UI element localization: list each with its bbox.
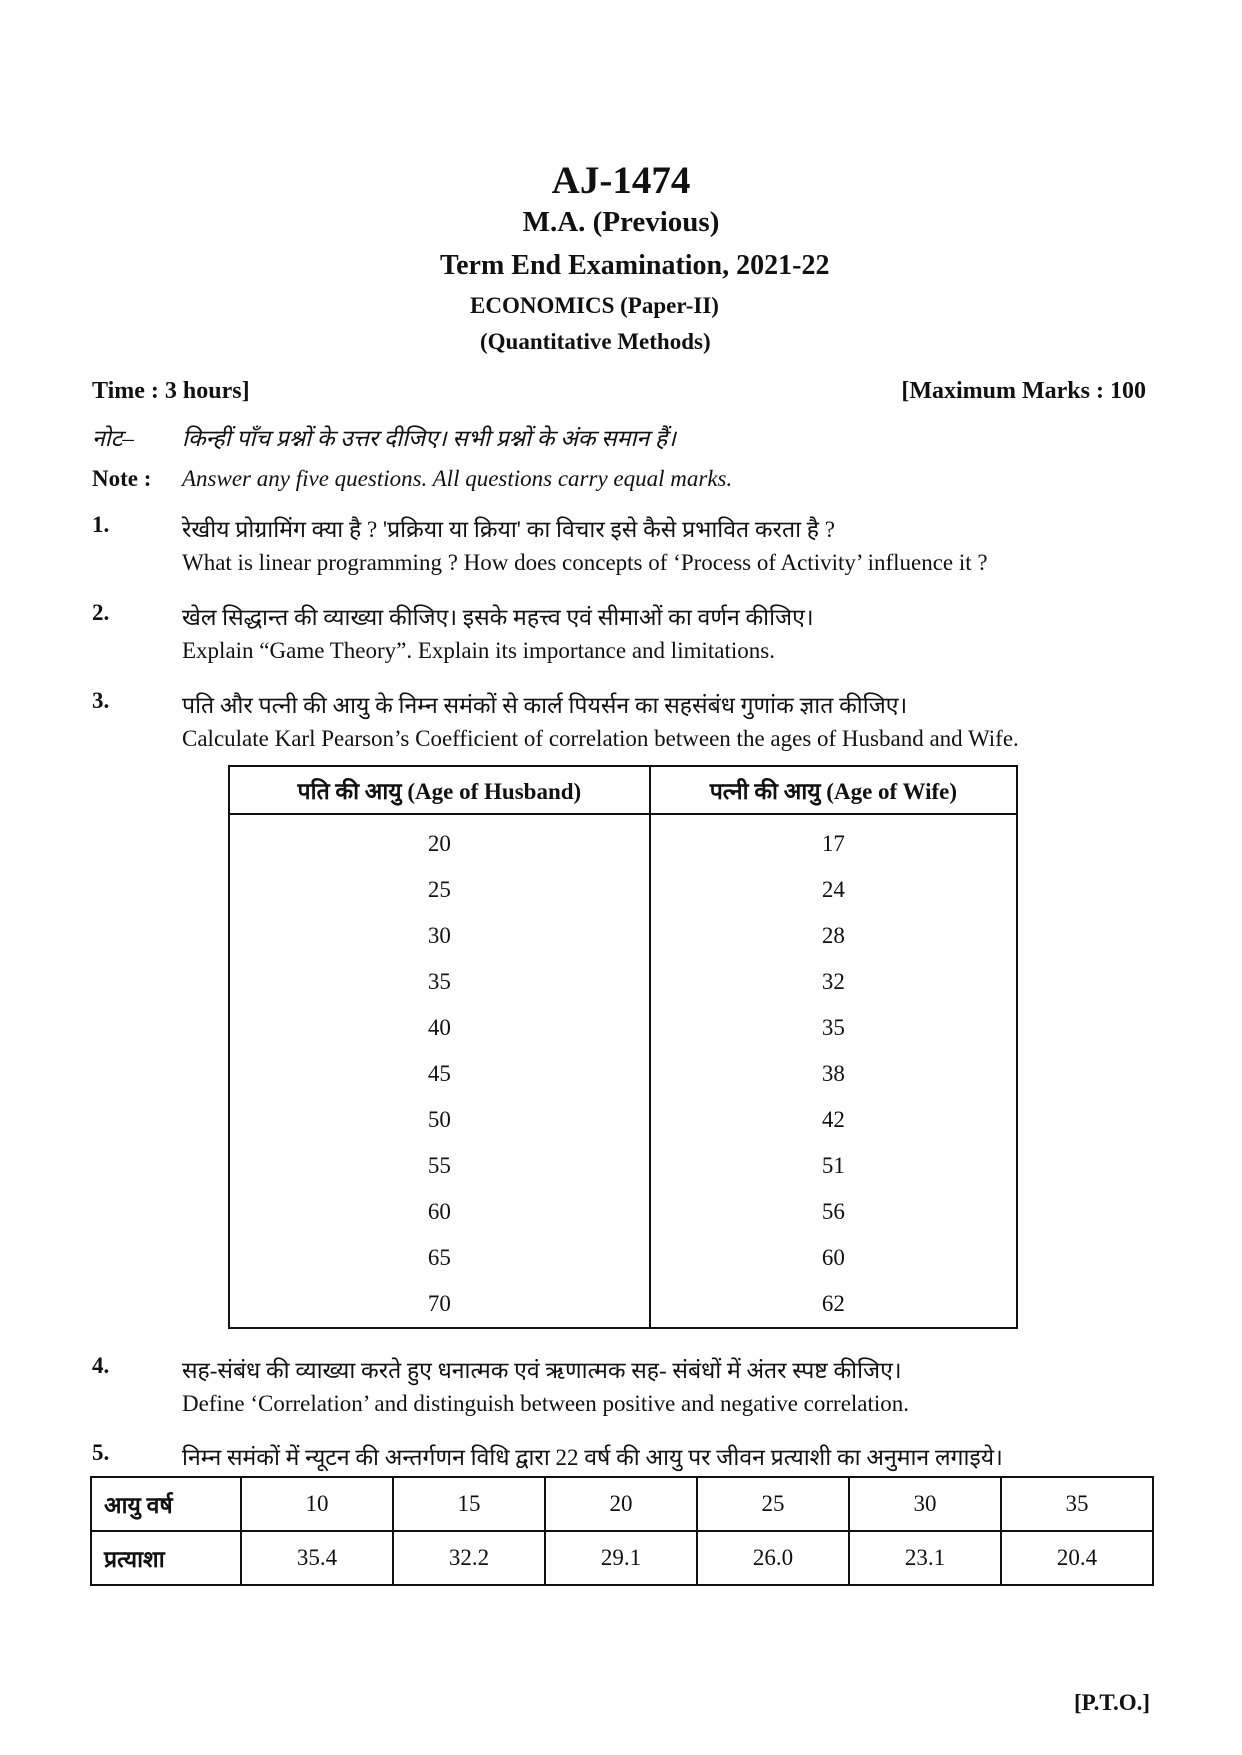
question-number: 5. (92, 1440, 110, 1465)
table-cell: 30 (849, 1477, 1001, 1531)
question-english: Define ‘Correlation’ and distinguish between positive and negative correlation. (182, 1391, 910, 1416)
course-title: M.A. (Previous) (522, 206, 720, 238)
please-turn-over: [P.T.O.] (1073, 1690, 1150, 1715)
table-row (229, 959, 1017, 1005)
table-cell: 15 (393, 1477, 545, 1531)
column-header-wife: पत्नी की आयु (Age of Wife) (650, 766, 1017, 814)
table-cell: 40 (229, 1005, 650, 1051)
question-hindi: खेल सिद्धान्त की व्याख्या कीजिए। इसके महत्त्व एवं सीमाओं का वर्णन कीजिए। (182, 605, 814, 630)
table-cell: 20.4 (1001, 1531, 1153, 1585)
table-cell: 23.1 (849, 1531, 1001, 1585)
table-cell: 32 (650, 959, 1017, 1005)
table-row (91, 1531, 1153, 1585)
note-english (92, 466, 732, 492)
table-row (229, 1005, 1017, 1051)
table-cell: 26.0 (697, 1531, 849, 1585)
table-row (229, 1189, 1017, 1235)
table-cell: 35.4 (241, 1531, 393, 1585)
max-marks-info: [Maximum Marks : 100 (901, 378, 1146, 404)
table-cell: 29.1 (545, 1531, 697, 1585)
table-cell: 20 (545, 1477, 697, 1531)
table-cell: 17 (650, 814, 1017, 867)
table-row (229, 1143, 1017, 1189)
table-row (91, 1477, 1153, 1531)
table-cell: 65 (229, 1235, 650, 1281)
question-english: Explain “Game Theory”. Explain its importance and limitations. (182, 638, 775, 663)
table-row (229, 1097, 1017, 1143)
table-cell: 42 (650, 1097, 1017, 1143)
question-number: 3. (92, 688, 110, 713)
time-info: Time : 3 hours] (92, 378, 250, 404)
table-row (229, 1051, 1017, 1097)
question-number: 4. (92, 1353, 110, 1378)
question-hindi: सह-संबंध की व्याख्या करते हुए धनात्मक एवं ऋणात्मक सह- संबंधों में अंतर स्पष्ट कीजिए। (182, 1358, 902, 1383)
table-cell: 25 (229, 867, 650, 913)
question-hindi: निम्न समंकों में न्यूटन की अन्तर्गणन विधि द्वारा 22 वर्ष की आयु पर जीवन प्रत्याशी का अनुमान लगाइये। (182, 1445, 1003, 1470)
question-4 (92, 1353, 1172, 1433)
question-3 (92, 688, 1172, 768)
question-2 (92, 600, 1172, 680)
table-cell: 60 (650, 1235, 1017, 1281)
table-row (229, 913, 1017, 959)
life-expectancy-table (90, 1476, 1154, 1586)
table-cell: 30 (229, 913, 650, 959)
table-cell: 38 (650, 1051, 1017, 1097)
table-row (229, 1281, 1017, 1328)
table-cell: 60 (229, 1189, 650, 1235)
table-cell: 28 (650, 913, 1017, 959)
note-english-text: Answer any five questions. All questions carry equal marks. (182, 466, 733, 491)
subject-title: ECONOMICS (Paper-II) (470, 293, 719, 318)
exam-title: Term End Examination, 2021-22 (440, 250, 830, 281)
column-header-husband: पति की आयु (Age of Husband) (229, 766, 650, 814)
note-hindi (92, 421, 676, 453)
question-english: Calculate Karl Pearson’s Coefficient of correlation between the ages of Husband and Wife. (182, 726, 1019, 751)
paper-subtitle: (Quantitative Methods) (480, 329, 711, 354)
table-cell: 62 (650, 1281, 1017, 1328)
table-row (229, 867, 1017, 913)
table-cell: 32.2 (393, 1531, 545, 1585)
table-cell: 56 (650, 1189, 1017, 1235)
table-cell: 50 (229, 1097, 650, 1143)
table-cell: 10 (241, 1477, 393, 1531)
paper-code: AJ-1474 (551, 159, 691, 202)
note-hindi-text: किन्हीं पाँच प्रश्नों के उत्तर दीजिए। सभी प्रश्नों के अंक समान हैं। (182, 426, 676, 451)
question-number: 1. (92, 512, 110, 537)
table-row (229, 1235, 1017, 1281)
table-cell: 35 (1001, 1477, 1153, 1531)
table-cell: 24 (650, 867, 1017, 913)
question-hindi: रेखीय प्रोग्रामिंग क्या है ? 'प्रक्रिया या क्रिया' का विचार इसे कैसे प्रभावित करता है ? (182, 517, 835, 542)
table-row (229, 814, 1017, 867)
note-hindi-label: नोट– (92, 426, 134, 451)
question-5 (92, 1440, 1172, 1476)
question-1 (92, 512, 1172, 592)
table-cell: 45 (229, 1051, 650, 1097)
row-label-expectancy: प्रत्याशा (91, 1531, 241, 1585)
row-label-age: आयु वर्ष (91, 1477, 241, 1531)
table-cell: 70 (229, 1281, 650, 1328)
table-cell: 35 (229, 959, 650, 1005)
age-correlation-table (228, 765, 1018, 1329)
table-cell: 25 (697, 1477, 849, 1531)
note-english-label: Note : (92, 466, 152, 491)
question-number: 2. (92, 600, 110, 625)
table-cell: 51 (650, 1143, 1017, 1189)
table-cell: 20 (229, 814, 650, 867)
question-english: What is linear programming ? How does concepts of ‘Process of Activity’ influence it ? (182, 550, 988, 575)
question-hindi: पति और पत्नी की आयु के निम्न समंकों से कार्ल पियर्सन का सहसंबंध गुणांक ज्ञात कीजिए। (182, 693, 908, 718)
table-cell: 35 (650, 1005, 1017, 1051)
table-cell: 55 (229, 1143, 650, 1189)
